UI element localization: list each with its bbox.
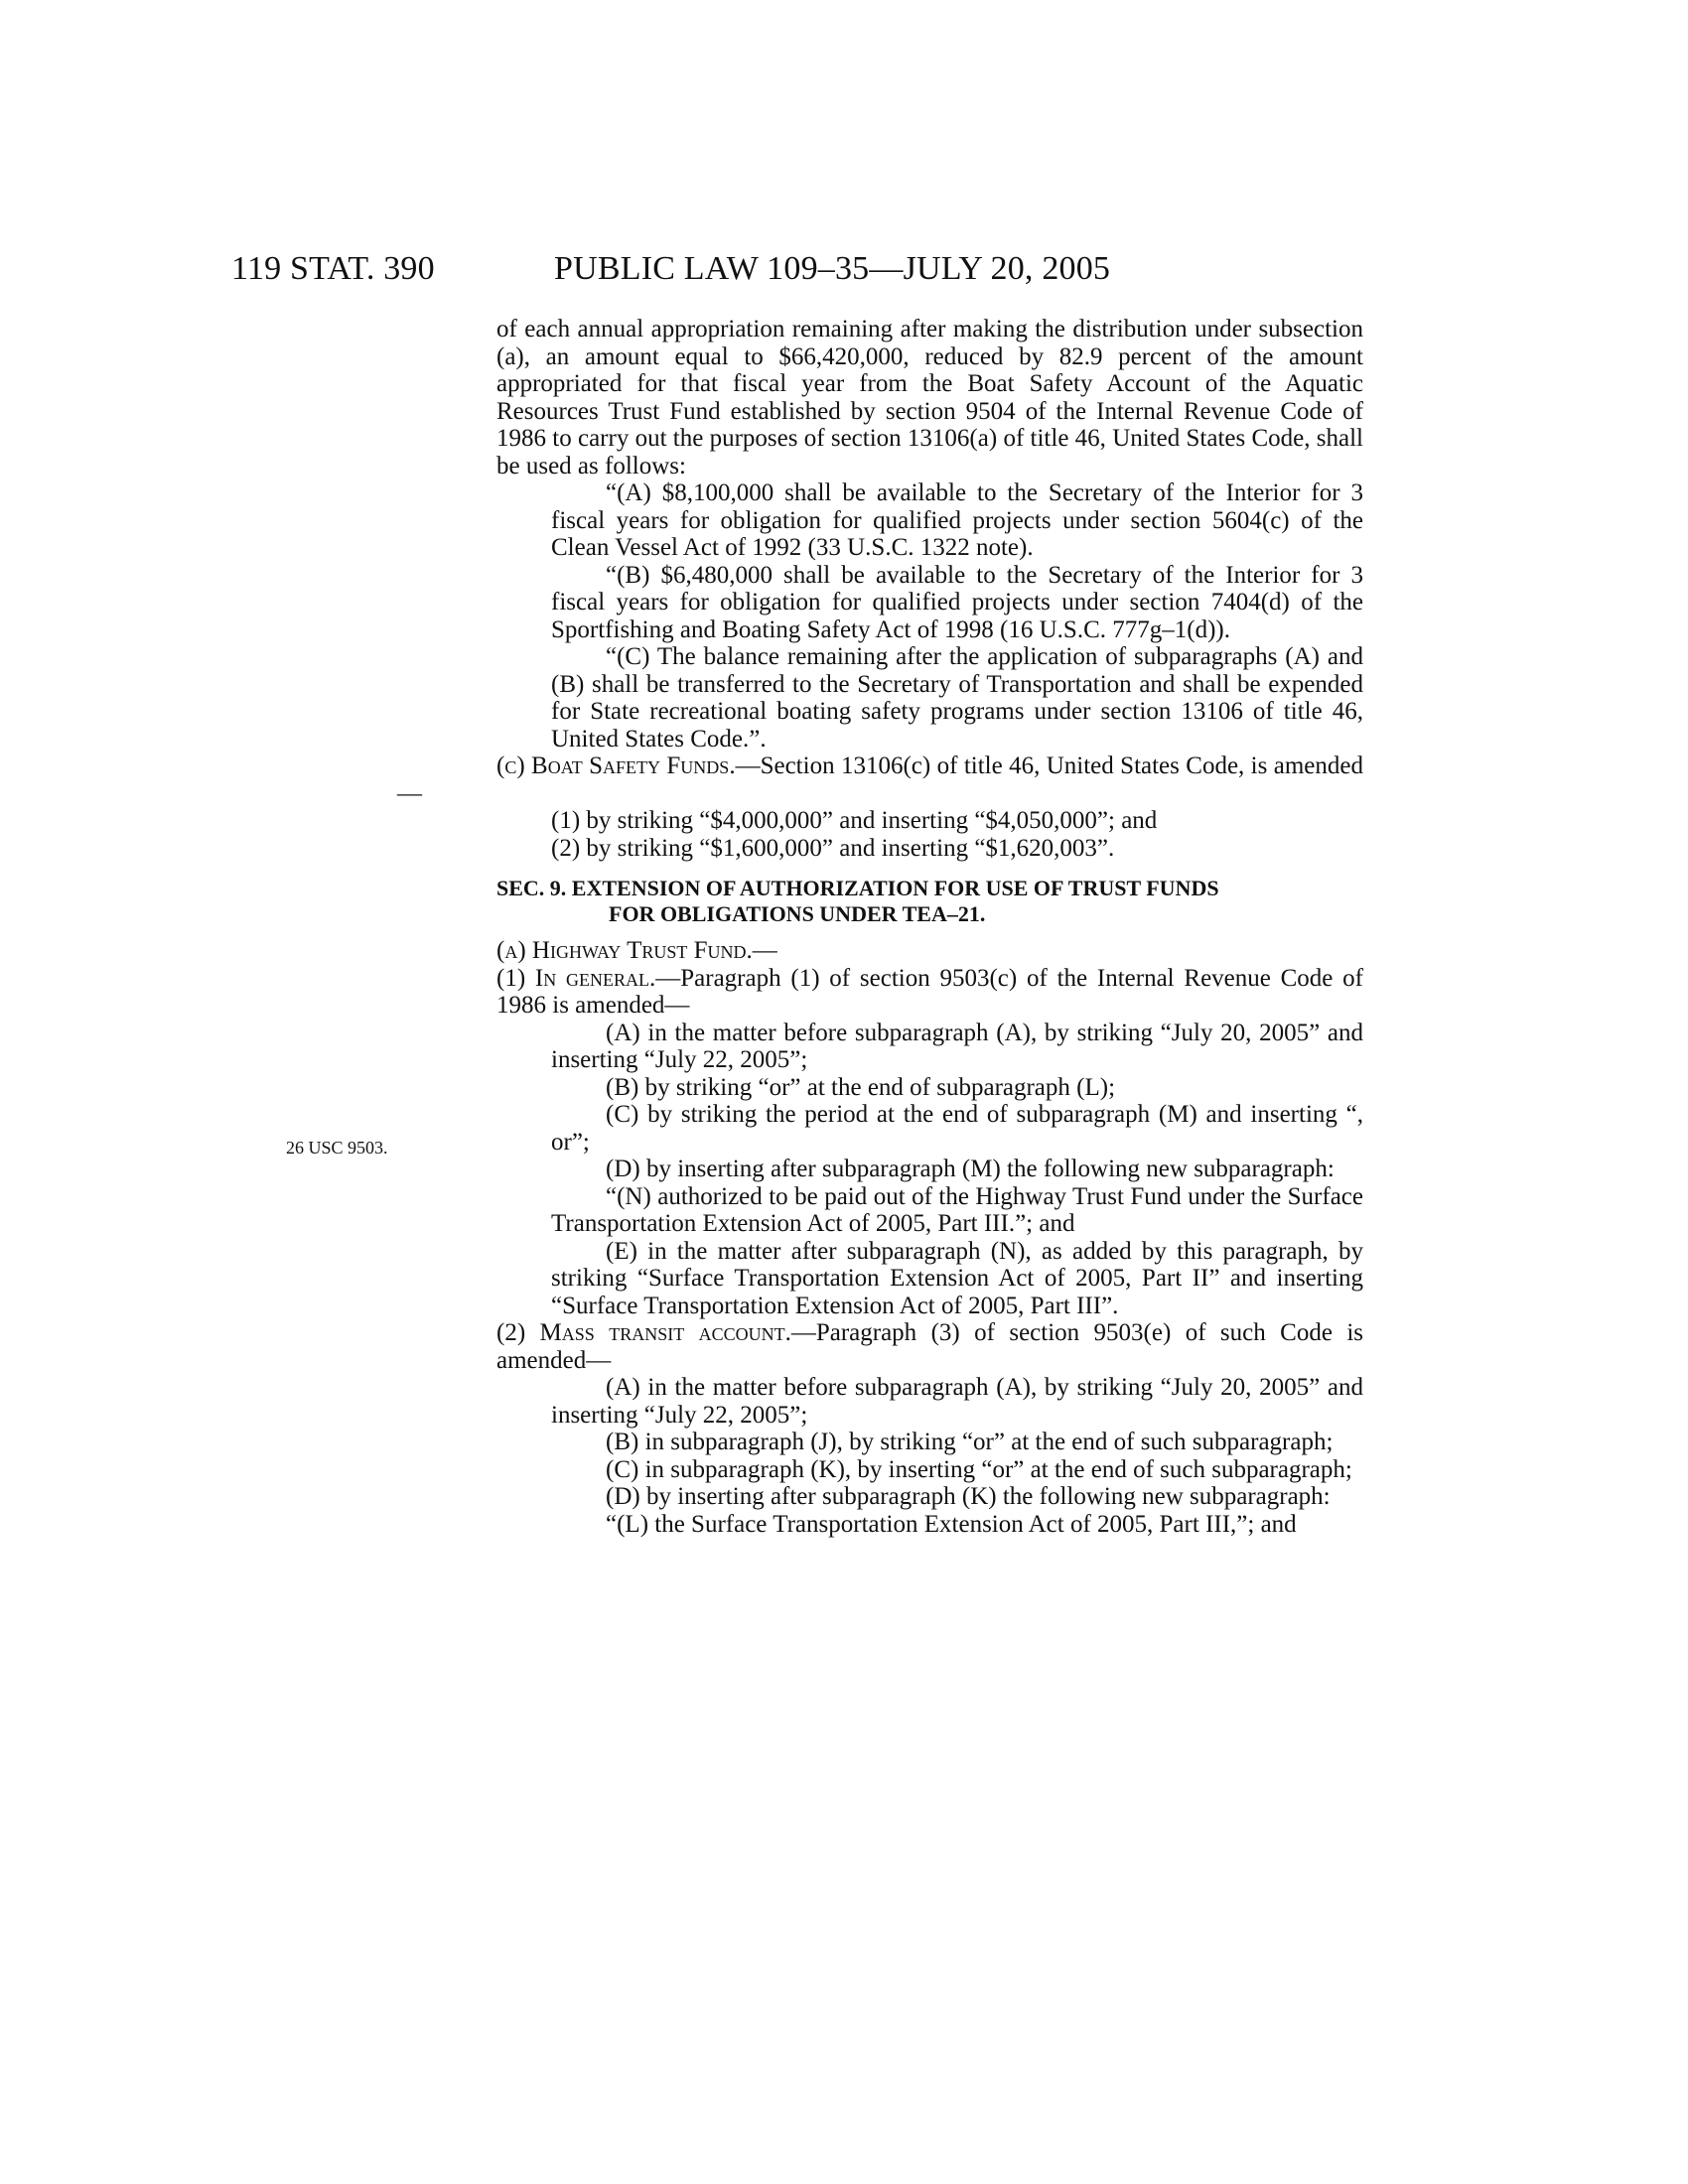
section-heading-line1: SEC. 9. EXTENSION OF AUTHORIZATION FOR USE OF TRUST FUNDS bbox=[496, 876, 1219, 900]
paragraph-a1-A: (A) in the matter before subparagraph (A), by striking “July 20, 2005” and inserting “July 22, 2005”; bbox=[551, 1019, 1363, 1073]
subparagraph-c: “(C) The balance remaining after the application of subparagraphs (A) and (B) shall be transferred to the Secretary of Transportation and shall be expended for State recreational boating safety programs under section 13106 of title 46, United States Code.”. bbox=[551, 643, 1363, 752]
page-stat-number: 119 STAT. 390 bbox=[231, 250, 435, 287]
paragraph-a1-E: (E) in the matter after subparagraph (N), as added by this paragraph, by striking “Surface Transportation Extension Act of 2005, Part II” and inserting “Surface Transportation Extension Act of 2005, Part III”. bbox=[551, 1237, 1363, 1319]
paragraph-a1-B: (B) by striking “or” at the end of subparagraph (L); bbox=[606, 1073, 1116, 1101]
document-body bbox=[397, 316, 1363, 1538]
paragraph-a1 bbox=[496, 965, 1363, 1020]
subsection-c-heading: (c) Boat Safety Funds. bbox=[496, 752, 736, 779]
subparagraph-a: “(A) $8,100,000 shall be available to the Secretary of the Interior for 3 fiscal years for obligation for qualified projects under section 5604(c) of the Clean Vessel Act of 1992 (33 U.S.C. 1322 note). bbox=[551, 479, 1363, 561]
intro-paragraph: of each annual appropriation remaining after making the distribution under subsection (a), an amount equal to $66,420,000, reduced by 82.9 percent of the amount appropriated for that fiscal year from the Boat Safety Account of the Aquatic Resources Trust Fund established by section 9504 of the Internal Revenue Code of 1986 to carry out the purposes of section 13106(a) of title 46, United States Code, shall be used as follows: bbox=[496, 316, 1363, 479]
paragraph-a1-D: (D) by inserting after subparagraph (M) the following new subparagraph: bbox=[606, 1156, 1335, 1182]
paragraph-a2-text: —Paragraph (3) of section 9503(e) of such Code is amended— bbox=[496, 1319, 1363, 1374]
paragraph-c2: (2) by striking “$1,600,000” and inserting “$1,620,003”. bbox=[551, 834, 1115, 862]
page-running-head: PUBLIC LAW 109–35—JULY 20, 2005 bbox=[554, 250, 1111, 287]
subsection-a-heading: (a) Highway Trust Fund. bbox=[496, 937, 753, 964]
paragraph-a1-C: (C) by striking the period at the end of subparagraph (M) and inserting “, or”; bbox=[551, 1101, 1363, 1156]
paragraph-a1-N: “(N) authorized to be paid out of the Highway Trust Fund under the Surface Transportation Extension Act of 2005, Part III.”; and bbox=[551, 1182, 1363, 1237]
section-heading-line2: FOR OBLIGATIONS UNDER TEA–21. bbox=[609, 901, 986, 926]
paragraph-c1: (1) by striking “$4,000,000” and inserting “$4,050,000”; and bbox=[551, 807, 1158, 834]
paragraph-a2-L: “(L) the Surface Transportation Extension Act of 2005, Part III,”; and bbox=[606, 1510, 1297, 1538]
paragraph-a1-text: —Paragraph (1) of section 9503(c) of the Internal Revenue Code of 1986 is amended— bbox=[496, 964, 1363, 1019]
paragraph-a2-B: (B) in subparagraph (J), by striking “or” at the end of such subparagraph; bbox=[606, 1429, 1334, 1455]
paragraph-a2-A: (A) in the matter before subparagraph (A), by striking “July 20, 2005” and inserting “July 22, 2005”; bbox=[551, 1374, 1363, 1429]
paragraph-a2 bbox=[496, 1319, 1363, 1374]
subsection-a-dash: — bbox=[752, 937, 777, 964]
paragraph-a2-heading: (2) Mass transit account. bbox=[496, 1319, 791, 1346]
paragraph-a2-D: (D) by inserting after subparagraph (K) the following new subparagraph: bbox=[606, 1483, 1331, 1510]
subsection-c bbox=[397, 752, 1363, 807]
paragraph-a1-heading: (1) In general. bbox=[496, 964, 656, 992]
section-heading bbox=[496, 876, 1363, 927]
subsection-a bbox=[496, 937, 1363, 965]
margin-note-citation: 26 USC 9503. bbox=[286, 1138, 388, 1158]
paragraph-a2-C: (C) in subparagraph (K), by inserting “or” at the end of such subparagraph; bbox=[606, 1455, 1352, 1483]
subsection-c-text: —Section 13106(c) of title 46, United States Code, is amended— bbox=[397, 752, 1363, 807]
subparagraph-b: “(B) $6,480,000 shall be available to the Secretary of the Interior for 3 fiscal years for obligation for qualified projects under section 7404(d) of the Sportfishing and Boating Safety Act of 1998 (16 U.S.C. 777g–1(d)). bbox=[551, 561, 1363, 643]
